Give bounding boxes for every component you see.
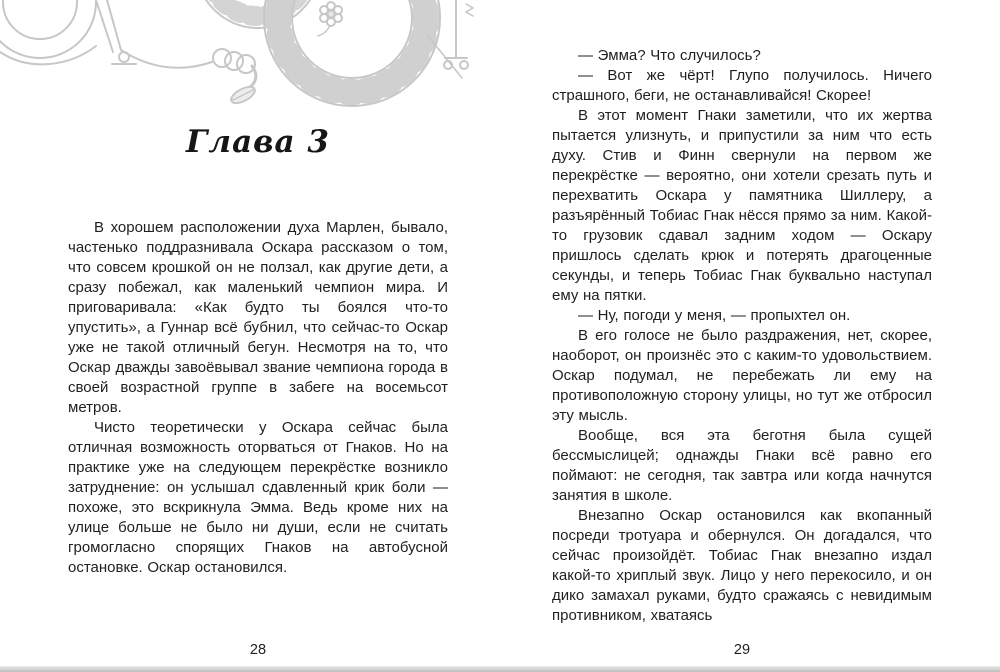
dialogue-paragraph: — Эмма? Что случилось? [578, 47, 761, 64]
daisy-flower-icon [318, 2, 342, 36]
dialogue-paragraph: — Ну, погоди у меня, — пропыхтел он. [578, 307, 851, 324]
chapter-illustration-sketch-icon [0, 0, 495, 130]
paragraph: В его голосе не было раздражения, нет, скорее, наоборот, он произнёс это с каким-то удовольствием. Оскар подумал, не перебежать ли ему на противоположную сторону улицы, но тут же отбросил эту мысль. [552, 327, 932, 424]
right-page-text-column [552, 46, 932, 626]
paragraph: Вообще, вся эта беготня была сущей бессмыслицей; однажды Гнаки всё равно его поймают: не сегодня, так завтра или когда начнутся занятия в школе. [552, 427, 932, 504]
page-bottom-edge [0, 666, 1000, 672]
dialogue-paragraph: — Вот же чёрт! Глупо получилось. Ничего страшного, беги, не останавливайся! Скорее! [552, 67, 932, 104]
chapter-heading: Глава 3 [186, 124, 330, 160]
left-page-text-column [68, 218, 448, 578]
page-number-right: 29 [733, 642, 751, 658]
paragraph: Чисто теоретически у Оскара сейчас была отличная возможность оторваться от Гнаков. Но на практике уже на следующем перекрёстке возникло затруднение: он услышал сдавленный крик боли — похоже, это вскрикнула Эмма. Ведь кроме них на улице больше не было ни души, если не считать громогласно спорящих Гнаков на автобусной остановке. Оскар остановился. [68, 419, 448, 576]
paragraph: В хорошем расположении духа Марлен, бывало, частенько поддразнивала Оскара рассказом о том, что совсем крошкой он не ползал, как другие дети, а сразу побежал, как маленький чемпион мира. И приговаривала: «Как будто ты боялся что-то упустить», а Гуннар всё бубнил, что сейчас-то Оскар уже не такой отличный бегун. Несмотря на то, что Оскар дважды завоёвывал звание чемпиона города в своей возрастной группе в забеге на восемьсот метров. [68, 219, 448, 416]
paragraph: Внезапно Оскар остановился как вкопанный посреди тротуара и обернулся. Он догадался, что сейчас произойдёт. Тобиас Гнак внезапно издал какой-то хриплый звук. Лицо у него перекосило, и он дико замахал руками, будто сражаясь с невидимым противником, хватаясь [552, 507, 932, 624]
paragraph: В этот момент Гнаки заметили, что их жертва пытается улизнуть, и припустили за ним что есть духу. Стив и Финн свернули на первом же перекрёстке — вероятно, они хотели срезать путь и перехватить Оскара у памятника Шиллеру, а разъярённый Тобиас Гнак нёсся прямо за ним. Какой-то грузовик сдавал задним ходом — Оскару пришлось сделать крюк и потерять драгоценные секунды, и теперь Тобиас Гнак буквально наступал ему на пятки. [552, 107, 932, 304]
page-number-left: 28 [249, 642, 267, 658]
